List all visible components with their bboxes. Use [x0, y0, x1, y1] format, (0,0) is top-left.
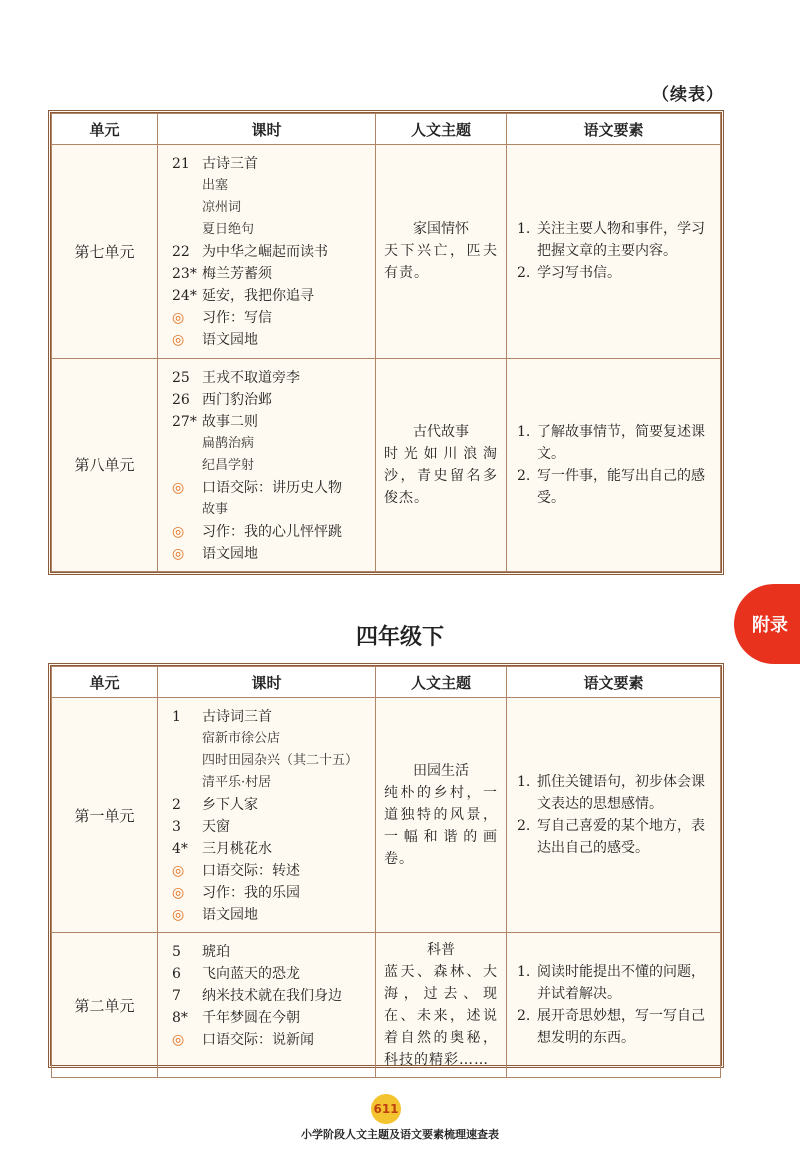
lesson-item — [172, 543, 369, 565]
table-row — [52, 698, 721, 933]
lesson-number: 24* — [172, 288, 197, 304]
theme-title: 田园生活 — [413, 763, 469, 779]
lesson-title: 古诗词三首 — [202, 709, 272, 725]
goal-number: 1. — [517, 774, 531, 790]
lesson-title: 古诗三首 — [202, 156, 258, 172]
lesson-item — [172, 411, 369, 433]
header-lesson: 课时 — [158, 114, 376, 145]
table-row — [52, 358, 721, 572]
goals-cell — [507, 933, 721, 1078]
lessons-cell — [158, 933, 376, 1078]
goal-text: 阅读时能提出不懂的问题，并试着解决。 — [537, 964, 705, 1002]
lesson-item: 故事 — [202, 501, 229, 517]
activity-mark-icon: ◎ — [172, 310, 185, 326]
lesson-title: 王戎不取道旁李 — [202, 369, 300, 386]
lessons-cell — [158, 145, 376, 359]
lesson-item — [172, 860, 369, 882]
lesson-item — [172, 153, 369, 175]
table-header-row — [52, 667, 721, 698]
lesson-item — [172, 307, 369, 329]
goal-text: 了解故事情节，简要复述课文。 — [537, 423, 705, 462]
lesson-number: 7 — [172, 988, 181, 1004]
theme-description: 纯朴的乡村，一道独特的风景，一幅和谐的画卷。 — [384, 785, 498, 867]
lesson-number: 3 — [172, 819, 181, 835]
lesson-number: 8* — [172, 1010, 188, 1026]
lesson-item: 纪昌学射 — [202, 457, 255, 473]
goal-text: 写一件事，能写出自己的感受。 — [537, 467, 705, 506]
lesson-title: 西门豹治邺 — [202, 391, 272, 408]
goal-number: 2. — [517, 467, 531, 484]
lesson-title: 延安，我把你追寻 — [202, 288, 314, 304]
goal-number: 2. — [517, 1008, 531, 1024]
theme-title: 家国情怀 — [413, 221, 469, 238]
curriculum-table-grade4-upper — [48, 110, 724, 575]
goals-cell — [507, 145, 721, 359]
lesson-title: 习作：我的乐园 — [202, 885, 300, 901]
lesson-title: 口语交际：说新闻 — [202, 1032, 314, 1048]
lesson-title: 语文园地 — [202, 545, 258, 562]
lesson-number: 26 — [172, 391, 190, 408]
table-row — [52, 145, 721, 359]
activity-mark-icon: ◎ — [172, 545, 185, 562]
lesson-item — [172, 985, 369, 1007]
lesson-number: 6 — [172, 966, 181, 982]
table-row — [52, 933, 721, 1078]
goal-number: 2. — [517, 265, 531, 282]
activity-mark-icon: ◎ — [172, 863, 185, 879]
lesson-number: 5 — [172, 944, 181, 960]
lesson-item — [172, 1029, 369, 1051]
lesson-number: 22 — [172, 244, 190, 260]
footer-text: 小学阶段人文主题及语文要素梳理速查表 — [301, 1128, 499, 1141]
lesson-item — [172, 838, 369, 860]
lesson-item: 清平乐·村居 — [202, 775, 272, 790]
goals-cell — [507, 698, 721, 933]
lesson-item — [172, 882, 369, 904]
theme-description: 时光如川浪淘沙，青史留名多俊杰。 — [384, 445, 498, 506]
unit-cell: 第一单元 — [52, 698, 158, 933]
lesson-item — [172, 285, 369, 307]
lesson-item — [172, 521, 369, 543]
lesson-title: 乡下人家 — [202, 797, 258, 813]
lesson-item — [172, 477, 369, 499]
lesson-title: 为中华之崛起而读书 — [202, 244, 328, 260]
lesson-item: 夏日绝句 — [202, 222, 255, 237]
header-unit: 单元 — [52, 114, 158, 145]
theme-cell — [376, 698, 507, 933]
unit-cell: 第八单元 — [52, 358, 158, 572]
lessons-cell — [158, 698, 376, 933]
activity-mark-icon: ◎ — [172, 885, 185, 901]
lesson-title: 口语交际：转述 — [202, 863, 300, 879]
goal-item — [517, 815, 710, 859]
goal-text: 抓住关键语句，初步体会课文表达的思想感情。 — [537, 774, 705, 812]
goal-text: 展开奇思妙想，写一写自己想发明的东西。 — [537, 1008, 705, 1046]
theme-cell — [376, 358, 507, 572]
lesson-title: 语文园地 — [202, 332, 258, 348]
lesson-title: 三月桃花水 — [202, 841, 272, 857]
activity-mark-icon: ◎ — [172, 523, 185, 540]
goal-number: 1. — [517, 221, 531, 238]
table-header-row — [52, 114, 721, 145]
header-theme: 人文主题 — [376, 667, 507, 698]
lesson-item: 凉州词 — [202, 200, 242, 215]
lesson-title: 纳米技术就在我们身边 — [202, 988, 342, 1004]
lesson-title: 飞向蓝天的恐龙 — [202, 966, 300, 982]
lesson-item: 四时田园杂兴（其二十五） — [202, 753, 359, 768]
lesson-title: 梅兰芳蓄须 — [202, 266, 272, 282]
lesson-title: 习作：我的心儿怦怦跳 — [202, 523, 342, 540]
theme-cell — [376, 145, 507, 359]
header-theme: 人文主题 — [376, 114, 507, 145]
continued-label: （续表） — [652, 85, 724, 105]
lessons-cell — [158, 358, 376, 572]
lesson-item — [172, 816, 369, 838]
lesson-number: 23* — [172, 266, 197, 282]
activity-mark-icon: ◎ — [172, 479, 185, 496]
goal-item — [517, 465, 710, 509]
lesson-number: 25 — [172, 369, 190, 386]
lesson-item — [172, 367, 369, 389]
header-unit: 单元 — [52, 667, 158, 698]
lesson-number: 1 — [172, 709, 181, 725]
section-title: 四年级下 — [355, 625, 444, 650]
lesson-title: 琥珀 — [202, 944, 230, 960]
goal-item — [517, 421, 710, 465]
goal-item — [517, 961, 710, 1005]
goal-text: 学习写书信。 — [537, 265, 621, 282]
lesson-number: 4* — [172, 841, 188, 857]
goal-text: 关注主要人物和事件，学习把握文章的主要内容。 — [537, 221, 705, 260]
goal-number: 1. — [517, 423, 531, 440]
lesson-item — [172, 904, 369, 926]
theme-description: 蓝天、森林、大海，过去、现在、未来，述说着自然的奥秘，科技的精彩…… — [384, 964, 498, 1068]
lesson-title: 语文园地 — [202, 907, 258, 923]
goal-number: 1. — [517, 964, 531, 980]
lesson-title: 故事二则 — [202, 413, 258, 430]
header-goal: 语文要素 — [507, 114, 721, 145]
lesson-item — [172, 241, 369, 263]
lesson-item: 出塞 — [202, 178, 229, 193]
lesson-number: 2 — [172, 797, 181, 813]
goals-cell — [507, 358, 721, 572]
activity-mark-icon: ◎ — [172, 907, 185, 923]
theme-title: 古代故事 — [413, 423, 469, 440]
lesson-item: 扁鹊治病 — [202, 435, 255, 451]
lesson-title: 习作：写信 — [202, 310, 272, 326]
lesson-item — [172, 329, 369, 351]
lesson-item — [172, 1007, 369, 1029]
goal-item — [517, 771, 710, 815]
activity-mark-icon: ◎ — [172, 1032, 185, 1048]
lesson-number: 27* — [172, 413, 197, 430]
goal-item — [517, 218, 710, 262]
lesson-item — [172, 941, 369, 963]
activity-mark-icon: ◎ — [172, 332, 185, 348]
goal-text: 写自己喜爱的某个地方，表达出自己的感受。 — [537, 818, 705, 856]
goal-item — [517, 1005, 710, 1049]
theme-description: 天下兴亡，匹夫有责。 — [384, 243, 498, 282]
header-lesson: 课时 — [158, 667, 376, 698]
goal-item — [517, 262, 710, 284]
theme-cell — [376, 933, 507, 1078]
page-number: 611 — [371, 1094, 401, 1124]
lesson-title: 千年梦圆在今朝 — [202, 1010, 300, 1026]
unit-cell: 第七单元 — [52, 145, 158, 359]
curriculum-table-grade4-lower — [48, 663, 724, 1068]
unit-cell: 第二单元 — [52, 933, 158, 1078]
lesson-item: 宿新市徐公店 — [202, 731, 281, 746]
lesson-title: 口语交际：讲历史人物 — [202, 479, 342, 496]
lesson-item — [172, 794, 369, 816]
lesson-item — [172, 963, 369, 985]
lesson-item — [172, 263, 369, 285]
lesson-item — [172, 389, 369, 411]
goal-number: 2. — [517, 818, 531, 834]
lesson-title: 天窗 — [202, 819, 230, 835]
header-goal: 语文要素 — [507, 667, 721, 698]
theme-title: 科普 — [427, 942, 455, 958]
lesson-item — [172, 706, 369, 728]
appendix-tab[interactable]: 附录 — [734, 584, 800, 664]
lesson-number: 21 — [172, 156, 190, 172]
